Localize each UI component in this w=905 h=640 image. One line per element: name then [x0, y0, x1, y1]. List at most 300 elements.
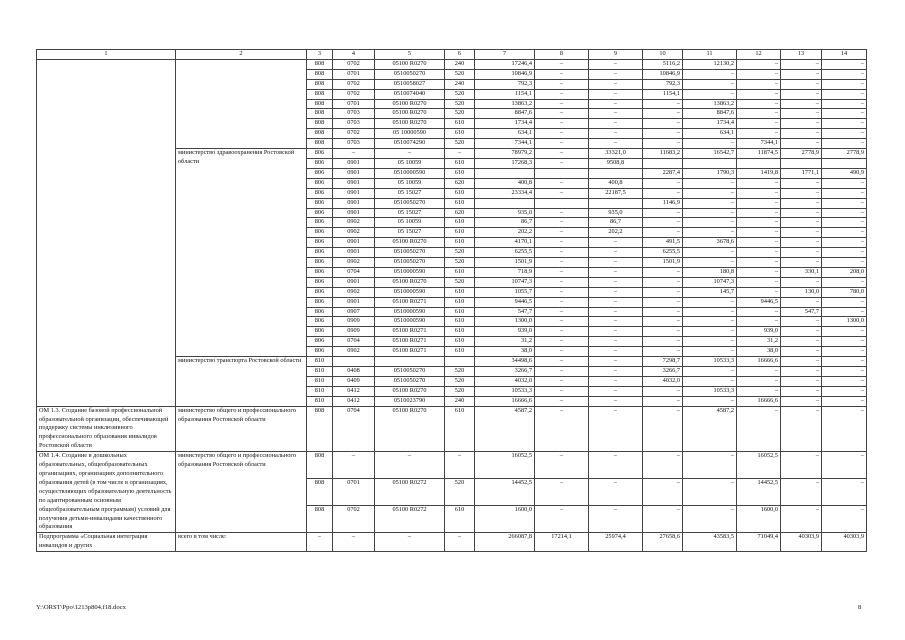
table-cell: 14452,5: [737, 479, 781, 506]
table-cell: –: [683, 139, 737, 149]
table-cell: –: [683, 69, 737, 79]
table-cell: 935,0: [589, 208, 643, 218]
table-cell: –: [535, 287, 589, 297]
table-cell: –: [781, 119, 822, 129]
table-cell: –: [781, 258, 822, 268]
column-header: 4: [333, 50, 375, 60]
table-cell: 610: [445, 129, 475, 139]
table-cell: 1734,4: [475, 119, 535, 129]
table-cell: –: [737, 307, 781, 317]
table-cell: 634,1: [683, 129, 737, 139]
table-cell: 610: [445, 158, 475, 168]
table-cell: –: [535, 79, 589, 89]
table-cell: –: [781, 238, 822, 248]
table-cell: 810: [307, 376, 333, 386]
table-cell: –: [822, 89, 867, 99]
table-cell: –: [781, 208, 822, 218]
table-cell: –: [535, 406, 589, 452]
table-cell: 05100 R0270: [375, 406, 445, 452]
table-cell: –: [333, 533, 375, 552]
table-cell: 22187,5: [589, 188, 643, 198]
table-cell: –: [589, 59, 643, 69]
table-cell: –: [333, 452, 375, 479]
table-cell: –: [589, 287, 643, 297]
table-cell: 0703: [333, 119, 375, 129]
table-cell: 792,3: [475, 79, 535, 89]
table-cell: 05 15027: [375, 228, 445, 238]
table-cell: –: [683, 258, 737, 268]
table-cell: –: [643, 218, 683, 228]
table-cell: [535, 168, 589, 178]
table-cell: –: [535, 228, 589, 238]
table-cell: 86,7: [589, 218, 643, 228]
table-cell: –: [643, 287, 683, 297]
table-cell: 34498,6: [475, 357, 535, 367]
table-cell: –: [781, 188, 822, 198]
table-cell: –: [643, 228, 683, 238]
table-cell: 806: [307, 297, 333, 307]
table-cell: 0510000590: [375, 307, 445, 317]
table-cell: –: [822, 228, 867, 238]
table-cell: 0901: [333, 297, 375, 307]
table-cell: 0510000590: [375, 317, 445, 327]
table-cell: –: [333, 149, 375, 159]
table-cell: –: [822, 178, 867, 188]
table-cell: 3678,6: [683, 238, 737, 248]
table-cell: 808: [307, 79, 333, 89]
table-cell: –: [737, 376, 781, 386]
table-cell: 6255,5: [643, 248, 683, 258]
table-cell: –: [307, 533, 333, 552]
executor-cell: министерство здравоохранения Ростовской области: [176, 149, 307, 357]
table-cell: 0701: [333, 99, 375, 109]
table-cell: –: [737, 69, 781, 79]
table-cell: 0510050270: [375, 69, 445, 79]
table-cell: 05100 R0270: [375, 99, 445, 109]
table-cell: 05 15027: [375, 208, 445, 218]
table-cell: –: [781, 129, 822, 139]
table-cell: –: [535, 396, 589, 406]
table-cell: –: [535, 139, 589, 149]
table-cell: 4170,1: [475, 238, 535, 248]
table-cell: 610: [445, 267, 475, 277]
table-cell: 330,1: [781, 267, 822, 277]
table-cell: 43583,5: [683, 533, 737, 552]
table-cell: 0909: [333, 327, 375, 337]
table-cell: –: [737, 198, 781, 208]
table-row: [37, 533, 867, 552]
table-cell: 7298,7: [643, 357, 683, 367]
column-number-row: [37, 50, 867, 60]
table-cell: –: [822, 396, 867, 406]
table-cell: 4587,2: [683, 406, 737, 452]
table-cell: 1146,9: [643, 198, 683, 208]
table-cell: –: [737, 406, 781, 452]
table-cell: 145,7: [683, 287, 737, 297]
table-cell: –: [683, 178, 737, 188]
table-cell: 0409: [333, 376, 375, 386]
table-cell: 0412: [333, 396, 375, 406]
table-cell: 3266,7: [643, 367, 683, 377]
table-cell: 7344,1: [737, 139, 781, 149]
table-cell: –: [822, 337, 867, 347]
table-cell: –: [683, 89, 737, 99]
table-cell: –: [589, 99, 643, 109]
table-cell: –: [822, 347, 867, 357]
table-cell: 0510050270: [375, 258, 445, 268]
table-cell: [445, 357, 475, 367]
table-cell: 16666,6: [737, 396, 781, 406]
table-cell: –: [737, 228, 781, 238]
table-cell: 780,0: [822, 287, 867, 297]
table-cell: 1300,0: [475, 317, 535, 327]
table-cell: [589, 198, 643, 208]
table-cell: 71049,4: [737, 533, 781, 552]
table-cell: –: [822, 258, 867, 268]
table-cell: –: [683, 317, 737, 327]
column-header: 6: [445, 50, 475, 60]
table-cell: 0510050270: [375, 367, 445, 377]
table-cell: 0510000590: [375, 267, 445, 277]
table-cell: 0510000590: [375, 287, 445, 297]
table-cell: –: [683, 367, 737, 377]
table-cell: –: [737, 89, 781, 99]
table-body: [37, 59, 867, 551]
table-cell: 520: [445, 367, 475, 377]
table-cell: –: [781, 506, 822, 533]
table-cell: –: [535, 238, 589, 248]
table-cell: –: [683, 228, 737, 238]
table-cell: 806: [307, 238, 333, 248]
table-cell: [375, 357, 445, 367]
table-cell: 208,0: [822, 267, 867, 277]
table-cell: 33321,0: [589, 149, 643, 159]
table-cell: –: [535, 267, 589, 277]
table-cell: 0510000590: [375, 168, 445, 178]
table-cell: 0901: [333, 208, 375, 218]
table-cell: –: [589, 452, 643, 479]
table-cell: –: [535, 208, 589, 218]
column-header: 2: [176, 50, 307, 60]
table-cell: –: [781, 297, 822, 307]
table-cell: –: [589, 396, 643, 406]
table-cell: 0902: [333, 228, 375, 238]
table-cell: –: [535, 89, 589, 99]
table-cell: 520: [445, 139, 475, 149]
table-cell: 0702: [333, 506, 375, 533]
table-cell: –: [822, 119, 867, 129]
table-cell: –: [589, 327, 643, 337]
table-cell: –: [822, 277, 867, 287]
table-cell: –: [535, 506, 589, 533]
table-cell: –: [589, 119, 643, 129]
budget-table-sheet: [36, 49, 866, 552]
table-cell: –: [589, 479, 643, 506]
table-cell: –: [781, 406, 822, 452]
executor-cell: министерство общего и профессионального образования Ростовской области: [176, 406, 307, 452]
table-cell: –: [643, 119, 683, 129]
table-cell: 86,7: [475, 218, 535, 228]
table-cell: –: [589, 337, 643, 347]
table-cell: 610: [445, 337, 475, 347]
table-cell: 0901: [333, 188, 375, 198]
table-cell: –: [445, 149, 475, 159]
table-cell: 0907: [333, 307, 375, 317]
table-cell: –: [535, 277, 589, 287]
table-cell: –: [535, 119, 589, 129]
table-cell: –: [535, 337, 589, 347]
table-cell: 547,7: [781, 307, 822, 317]
table-cell: 0702: [333, 129, 375, 139]
table-cell: 9446,5: [475, 297, 535, 307]
column-header: 3: [307, 50, 333, 60]
table-cell: 240: [445, 59, 475, 69]
table-cell: 05100 R0270: [375, 59, 445, 69]
table-cell: 10747,3: [475, 277, 535, 287]
table-cell: 547,7: [475, 307, 535, 317]
table-cell: –: [737, 129, 781, 139]
table-cell: –: [375, 452, 445, 479]
table-cell: –: [737, 79, 781, 89]
table-cell: –: [737, 277, 781, 287]
table-cell: 7344,1: [475, 139, 535, 149]
table-cell: –: [589, 347, 643, 357]
table-cell: 0901: [333, 198, 375, 208]
table-cell: –: [535, 258, 589, 268]
table-cell: –: [737, 218, 781, 228]
table-cell: 10533,3: [475, 386, 535, 396]
table-cell: –: [781, 89, 822, 99]
table-cell: 808: [307, 109, 333, 119]
table-cell: –: [822, 99, 867, 109]
table-cell: 718,9: [475, 267, 535, 277]
table-cell: 31,2: [475, 337, 535, 347]
activity-name-cell: ОМ 1.4. Создание в дошкольных образовательных, общеобразовательных организациях, организациях дополнительного образования детей (в том числе в организациях, осуществляющих образовательную деятельность по адаптированным основным общеобразовательным программам) условий для получения детьми-инвалидами качественного образования: [37, 452, 176, 533]
table-cell: –: [589, 238, 643, 248]
table-cell: –: [737, 258, 781, 268]
table-cell: –: [535, 327, 589, 337]
table-cell: –: [737, 287, 781, 297]
table-cell: –: [781, 59, 822, 69]
table-cell: –: [683, 479, 737, 506]
table-cell: –: [643, 297, 683, 307]
table-cell: –: [737, 317, 781, 327]
table-cell: [589, 168, 643, 178]
table-cell: –: [589, 307, 643, 317]
executor-cell: [176, 59, 307, 148]
table-cell: –: [822, 59, 867, 69]
table-cell: 0901: [333, 238, 375, 248]
table-cell: –: [535, 376, 589, 386]
table-cell: 1501,9: [643, 258, 683, 268]
table-cell: –: [822, 367, 867, 377]
table-cell: 40303,9: [781, 533, 822, 552]
table-cell: 4587,2: [475, 406, 535, 452]
table-cell: –: [781, 347, 822, 357]
table-cell: –: [445, 533, 475, 552]
table-cell: –: [683, 208, 737, 218]
table-cell: –: [737, 208, 781, 218]
table-cell: 490,9: [822, 168, 867, 178]
table-cell: 610: [445, 347, 475, 357]
table-cell: 2778,9: [822, 149, 867, 159]
table-cell: 634,1: [475, 129, 535, 139]
table-cell: 0510023790: [375, 396, 445, 406]
table-cell: –: [683, 248, 737, 258]
table-cell: 05100 R0271: [375, 297, 445, 307]
table-cell: –: [781, 139, 822, 149]
table-cell: –: [535, 69, 589, 79]
table-cell: 05100 R0272: [375, 506, 445, 533]
table-cell: –: [822, 297, 867, 307]
table-cell: –: [643, 506, 683, 533]
table-cell: –: [643, 109, 683, 119]
table-cell: –: [643, 139, 683, 149]
table-cell: 9508,8: [589, 158, 643, 168]
table-cell: –: [643, 99, 683, 109]
table-cell: –: [781, 109, 822, 119]
table-cell: 610: [445, 228, 475, 238]
table-cell: –: [822, 129, 867, 139]
table-cell: 520: [445, 109, 475, 119]
table-cell: –: [535, 129, 589, 139]
table-cell: 17268,3: [475, 158, 535, 168]
table-cell: 05100 R0270: [375, 386, 445, 396]
table-cell: 10846,9: [475, 69, 535, 79]
table-cell: 808: [307, 452, 333, 479]
table-cell: 10846,9: [643, 69, 683, 79]
table-cell: 12130,2: [683, 59, 737, 69]
table-cell: 17214,1: [535, 533, 589, 552]
table-cell: –: [589, 139, 643, 149]
table-cell: [475, 168, 535, 178]
table-cell: –: [643, 307, 683, 317]
table-cell: 806: [307, 267, 333, 277]
table-cell: 0702: [333, 79, 375, 89]
table-cell: –: [737, 386, 781, 396]
table-cell: 2287,4: [643, 168, 683, 178]
table-cell: 808: [307, 129, 333, 139]
table-cell: 0901: [333, 168, 375, 178]
table-cell: 1419,8: [737, 168, 781, 178]
executor-cell: всего в том числе:: [176, 533, 307, 552]
table-cell: 806: [307, 188, 333, 198]
table-cell: 620: [445, 178, 475, 188]
activity-name-cell: Подпрограмма «Социальная интеграция инвалидов и других: [37, 533, 176, 552]
table-cell: 0701: [333, 479, 375, 506]
table-cell: 620: [445, 208, 475, 218]
table-cell: 806: [307, 208, 333, 218]
table-cell: 130,0: [781, 287, 822, 297]
table-cell: –: [822, 479, 867, 506]
table-cell: –: [535, 357, 589, 367]
table-cell: 520: [445, 69, 475, 79]
table-cell: 8847,6: [683, 109, 737, 119]
table-cell: –: [589, 79, 643, 89]
column-header: 10: [643, 50, 683, 60]
table-cell: –: [535, 317, 589, 327]
table-cell: 180,8: [683, 267, 737, 277]
table-cell: –: [781, 277, 822, 287]
table-cell: –: [375, 533, 445, 552]
table-cell: –: [589, 69, 643, 79]
table-cell: 78979,2: [475, 149, 535, 159]
table-cell: –: [822, 357, 867, 367]
table-cell: 10747,3: [683, 277, 737, 287]
table-cell: 25974,4: [589, 533, 643, 552]
table-cell: 0909: [333, 317, 375, 327]
table-cell: –: [535, 386, 589, 396]
table-cell: –: [643, 208, 683, 218]
table-cell: –: [822, 238, 867, 248]
table-cell: –: [683, 79, 737, 89]
executor-cell: министерство общего и профессионального образования Ростовской области: [176, 452, 307, 533]
table-cell: 0704: [333, 406, 375, 452]
table-cell: 806: [307, 198, 333, 208]
table-cell: 11874,5: [737, 149, 781, 159]
table-cell: 400,8: [475, 178, 535, 188]
table-cell: 4032,0: [643, 376, 683, 386]
table-cell: –: [822, 198, 867, 208]
table-cell: –: [589, 248, 643, 258]
table-cell: –: [589, 277, 643, 287]
table-cell: 1600,0: [475, 506, 535, 533]
table-cell: 0704: [333, 267, 375, 277]
table-row: [37, 452, 867, 479]
table-cell: 0902: [333, 347, 375, 357]
table-cell: –: [535, 479, 589, 506]
table-cell: –: [822, 139, 867, 149]
table-cell: 1734,4: [683, 119, 737, 129]
table-cell: –: [781, 178, 822, 188]
table-cell: 806: [307, 218, 333, 228]
table-cell: –: [589, 297, 643, 307]
table-cell: 1154,1: [475, 89, 535, 99]
table-cell: 808: [307, 119, 333, 129]
table-cell: –: [781, 357, 822, 367]
table-cell: –: [683, 198, 737, 208]
table-cell: –: [683, 337, 737, 347]
table-cell: 806: [307, 327, 333, 337]
table-cell: 0510074290: [375, 139, 445, 149]
table-cell: –: [643, 386, 683, 396]
table-cell: 610: [445, 198, 475, 208]
table-cell: 17246,4: [475, 59, 535, 69]
table-cell: 939,0: [737, 327, 781, 337]
table-cell: 520: [445, 386, 475, 396]
table-cell: 1600,0: [737, 506, 781, 533]
table-cell: –: [822, 109, 867, 119]
table-cell: –: [683, 188, 737, 198]
table-cell: –: [589, 258, 643, 268]
table-cell: 0901: [333, 178, 375, 188]
table-cell: –: [781, 248, 822, 258]
table-cell: 520: [445, 89, 475, 99]
table-cell: –: [643, 452, 683, 479]
table-cell: –: [589, 367, 643, 377]
table-cell: 610: [445, 406, 475, 452]
table-cell: 935,0: [475, 208, 535, 218]
table-cell: 1771,1: [781, 168, 822, 178]
table-cell: –: [589, 386, 643, 396]
table-cell: –: [535, 307, 589, 317]
table-cell: 16542,7: [683, 149, 737, 159]
table-cell: –: [643, 317, 683, 327]
table-cell: –: [781, 69, 822, 79]
table-cell: 806: [307, 149, 333, 159]
table-cell: –: [683, 506, 737, 533]
table-cell: –: [643, 479, 683, 506]
